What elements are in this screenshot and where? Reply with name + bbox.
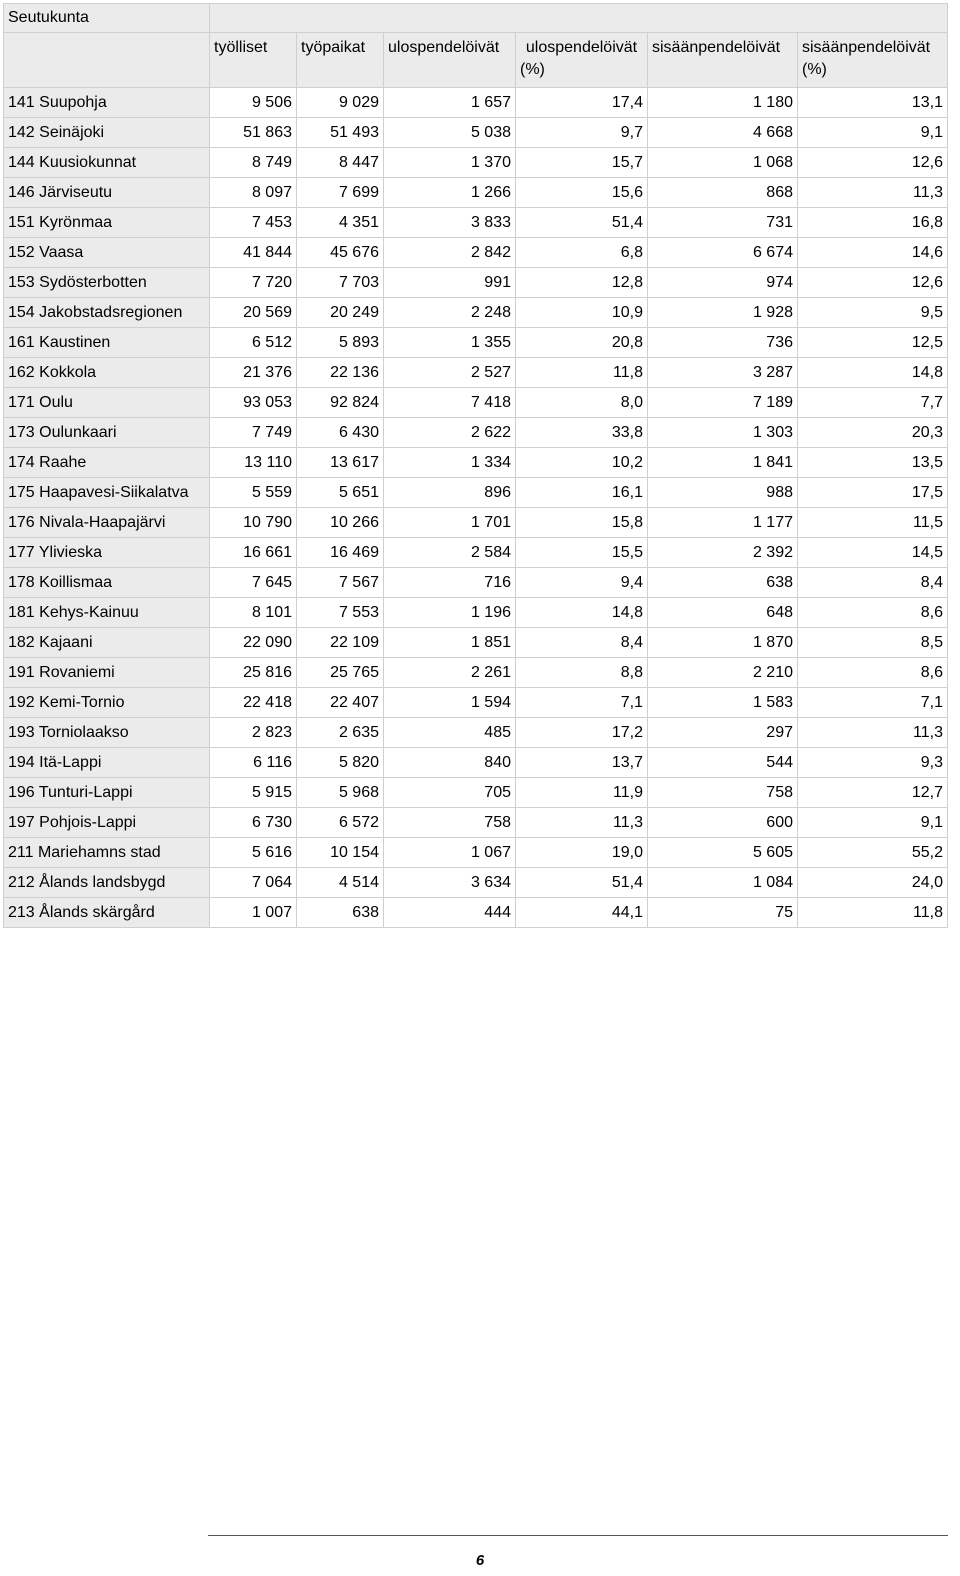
table-row bbox=[4, 448, 948, 478]
table-cell: 1 594 bbox=[384, 688, 516, 718]
region-name: 153 Sydösterbotten bbox=[4, 268, 210, 298]
table-cell: 600 bbox=[648, 808, 798, 838]
table-cell: 3 287 bbox=[648, 358, 798, 388]
table-cell: 12,8 bbox=[516, 268, 648, 298]
table-cell: 9,3 bbox=[798, 748, 948, 778]
table-cell: 5 915 bbox=[210, 778, 297, 808]
table-cell: 1 266 bbox=[384, 178, 516, 208]
region-name: 181 Kehys-Kainuu bbox=[4, 598, 210, 628]
table-cell: 974 bbox=[648, 268, 798, 298]
table-cell: 8,8 bbox=[516, 658, 648, 688]
region-name: 142 Seinäjoki bbox=[4, 118, 210, 148]
table-cell: 1 657 bbox=[384, 88, 516, 118]
table-cell: 20,8 bbox=[516, 328, 648, 358]
table-cell: 6 116 bbox=[210, 748, 297, 778]
region-name: 175 Haapavesi-Siikalatva bbox=[4, 478, 210, 508]
table-cell: 1 196 bbox=[384, 598, 516, 628]
table-cell: 716 bbox=[384, 568, 516, 598]
table-cell: 1 370 bbox=[384, 148, 516, 178]
col-header-out-commuters: ulospendelöivät bbox=[384, 33, 516, 88]
region-name: 182 Kajaani bbox=[4, 628, 210, 658]
table-cell: 7 703 bbox=[297, 268, 384, 298]
table-cell: 7,7 bbox=[798, 388, 948, 418]
table-cell: 10 790 bbox=[210, 508, 297, 538]
table-cell: 2 842 bbox=[384, 238, 516, 268]
table-cell: 21 376 bbox=[210, 358, 297, 388]
table-cell: 14,5 bbox=[798, 538, 948, 568]
table-cell: 8 101 bbox=[210, 598, 297, 628]
table-cell: 10,9 bbox=[516, 298, 648, 328]
region-name: 146 Järviseutu bbox=[4, 178, 210, 208]
table-row bbox=[4, 118, 948, 148]
table-row bbox=[4, 898, 948, 928]
table-cell: 13 617 bbox=[297, 448, 384, 478]
col-header-in-commuters: sisäänpendelöivät bbox=[648, 33, 798, 88]
table-cell: 9,7 bbox=[516, 118, 648, 148]
region-name: 196 Tunturi-Lappi bbox=[4, 778, 210, 808]
table-row bbox=[4, 298, 948, 328]
table-cell: 25 816 bbox=[210, 658, 297, 688]
table-cell: 44,1 bbox=[516, 898, 648, 928]
table-row bbox=[4, 478, 948, 508]
table-cell: 9,1 bbox=[798, 808, 948, 838]
table-cell: 14,8 bbox=[516, 598, 648, 628]
table-cell: 22 136 bbox=[297, 358, 384, 388]
table-cell: 5 616 bbox=[210, 838, 297, 868]
table-cell: 5 820 bbox=[297, 748, 384, 778]
table-cell: 3 634 bbox=[384, 868, 516, 898]
table-cell: 5 559 bbox=[210, 478, 297, 508]
table-cell: 991 bbox=[384, 268, 516, 298]
table-cell: 6 430 bbox=[297, 418, 384, 448]
table-cell: 22 407 bbox=[297, 688, 384, 718]
table-cell: 13 110 bbox=[210, 448, 297, 478]
region-name: 212 Ålands landsbygd bbox=[4, 868, 210, 898]
table-row bbox=[4, 628, 948, 658]
region-name: 174 Raahe bbox=[4, 448, 210, 478]
table-cell: 758 bbox=[648, 778, 798, 808]
table-cell: 16 661 bbox=[210, 538, 297, 568]
table-cell: 638 bbox=[297, 898, 384, 928]
table-cell: 15,6 bbox=[516, 178, 648, 208]
table-cell: 5 968 bbox=[297, 778, 384, 808]
table-cell: 10,2 bbox=[516, 448, 648, 478]
table-cell: 9 506 bbox=[210, 88, 297, 118]
table-row bbox=[4, 358, 948, 388]
table-cell: 1 851 bbox=[384, 628, 516, 658]
table-cell: 444 bbox=[384, 898, 516, 928]
table-cell: 758 bbox=[384, 808, 516, 838]
table-cell: 4 514 bbox=[297, 868, 384, 898]
col-header-out-commuters-pct: ulospendelöivät (%) bbox=[516, 33, 648, 88]
table-cell: 51 863 bbox=[210, 118, 297, 148]
table-cell: 16,1 bbox=[516, 478, 648, 508]
table-cell: 51,4 bbox=[516, 208, 648, 238]
table-row bbox=[4, 418, 948, 448]
table-title: Seutukunta bbox=[4, 4, 210, 33]
table-cell: 9 029 bbox=[297, 88, 384, 118]
col-header-employed: työlliset bbox=[210, 33, 297, 88]
table-cell: 16,8 bbox=[798, 208, 948, 238]
region-name: 197 Pohjois-Lappi bbox=[4, 808, 210, 838]
table-cell: 3 833 bbox=[384, 208, 516, 238]
table-cell: 6 730 bbox=[210, 808, 297, 838]
region-name: 211 Mariehamns stad bbox=[4, 838, 210, 868]
table-cell: 13,1 bbox=[798, 88, 948, 118]
table-cell: 11,8 bbox=[516, 358, 648, 388]
table-cell: 1 067 bbox=[384, 838, 516, 868]
table-row bbox=[4, 838, 948, 868]
table-cell: 7 189 bbox=[648, 388, 798, 418]
table-cell: 1 007 bbox=[210, 898, 297, 928]
table-cell: 22 090 bbox=[210, 628, 297, 658]
table-cell: 1 334 bbox=[384, 448, 516, 478]
region-name: 193 Torniolaakso bbox=[4, 718, 210, 748]
region-name: 194 Itä-Lappi bbox=[4, 748, 210, 778]
region-name: 162 Kokkola bbox=[4, 358, 210, 388]
region-name: 171 Oulu bbox=[4, 388, 210, 418]
table-cell: 7 645 bbox=[210, 568, 297, 598]
table-cell: 17,5 bbox=[798, 478, 948, 508]
table-cell: 1 870 bbox=[648, 628, 798, 658]
table-cell: 10 154 bbox=[297, 838, 384, 868]
table-row bbox=[4, 88, 948, 118]
table-cell: 8,0 bbox=[516, 388, 648, 418]
table-cell: 17,4 bbox=[516, 88, 648, 118]
table-cell: 12,6 bbox=[798, 148, 948, 178]
table-cell: 2 210 bbox=[648, 658, 798, 688]
table-cell: 8,6 bbox=[798, 598, 948, 628]
table-cell: 7 453 bbox=[210, 208, 297, 238]
table-cell: 20 569 bbox=[210, 298, 297, 328]
table-cell: 13,5 bbox=[798, 448, 948, 478]
table-cell: 15,8 bbox=[516, 508, 648, 538]
table-row bbox=[4, 508, 948, 538]
table-cell: 15,5 bbox=[516, 538, 648, 568]
table-cell: 896 bbox=[384, 478, 516, 508]
table-cell: 5 605 bbox=[648, 838, 798, 868]
table-row bbox=[4, 208, 948, 238]
table-row bbox=[4, 388, 948, 418]
title-row-fill bbox=[210, 4, 948, 33]
table-cell: 11,3 bbox=[798, 718, 948, 748]
table-row bbox=[4, 148, 948, 178]
table-cell: 7 749 bbox=[210, 418, 297, 448]
region-name: 154 Jakobstadsregionen bbox=[4, 298, 210, 328]
table-row bbox=[4, 748, 948, 778]
table-row bbox=[4, 688, 948, 718]
table-cell: 8,5 bbox=[798, 628, 948, 658]
region-name: 213 Ålands skärgård bbox=[4, 898, 210, 928]
table-cell: 1 841 bbox=[648, 448, 798, 478]
table-cell: 1 177 bbox=[648, 508, 798, 538]
header-name-cell bbox=[4, 33, 210, 88]
table-cell: 14,6 bbox=[798, 238, 948, 268]
table-cell: 4 668 bbox=[648, 118, 798, 148]
footer-divider bbox=[208, 1535, 948, 1536]
table-cell: 12,6 bbox=[798, 268, 948, 298]
table-cell: 93 053 bbox=[210, 388, 297, 418]
table-cell: 2 261 bbox=[384, 658, 516, 688]
region-name: 161 Kaustinen bbox=[4, 328, 210, 358]
table-row bbox=[4, 868, 948, 898]
table-cell: 1 180 bbox=[648, 88, 798, 118]
table-cell: 13,7 bbox=[516, 748, 648, 778]
table-cell: 1 303 bbox=[648, 418, 798, 448]
table-cell: 8,6 bbox=[798, 658, 948, 688]
table-row bbox=[4, 178, 948, 208]
table-cell: 8,4 bbox=[516, 628, 648, 658]
table-cell: 2 823 bbox=[210, 718, 297, 748]
region-name: 192 Kemi-Tornio bbox=[4, 688, 210, 718]
table-cell: 297 bbox=[648, 718, 798, 748]
table-cell: 7 064 bbox=[210, 868, 297, 898]
table-cell: 648 bbox=[648, 598, 798, 628]
table-cell: 5 038 bbox=[384, 118, 516, 148]
table-cell: 12,7 bbox=[798, 778, 948, 808]
table-row bbox=[4, 568, 948, 598]
table-cell: 2 248 bbox=[384, 298, 516, 328]
region-name: 152 Vaasa bbox=[4, 238, 210, 268]
table-cell: 33,8 bbox=[516, 418, 648, 448]
table-row bbox=[4, 658, 948, 688]
table-cell: 8 447 bbox=[297, 148, 384, 178]
header-row bbox=[4, 33, 948, 88]
table-cell: 51 493 bbox=[297, 118, 384, 148]
table-cell: 1 701 bbox=[384, 508, 516, 538]
table-cell: 638 bbox=[648, 568, 798, 598]
table-cell: 5 651 bbox=[297, 478, 384, 508]
table-cell: 2 527 bbox=[384, 358, 516, 388]
region-name: 151 Kyrönmaa bbox=[4, 208, 210, 238]
table-cell: 20,3 bbox=[798, 418, 948, 448]
table-cell: 1 355 bbox=[384, 328, 516, 358]
table-cell: 7 418 bbox=[384, 388, 516, 418]
table-cell: 11,3 bbox=[516, 808, 648, 838]
commuting-table bbox=[3, 3, 948, 928]
table-row bbox=[4, 598, 948, 628]
table-cell: 22 418 bbox=[210, 688, 297, 718]
table-cell: 15,7 bbox=[516, 148, 648, 178]
page-number: 6 bbox=[475, 1552, 485, 1569]
table-cell: 731 bbox=[648, 208, 798, 238]
table-cell: 7 553 bbox=[297, 598, 384, 628]
table-cell: 2 392 bbox=[648, 538, 798, 568]
region-name: 144 Kuusiokunnat bbox=[4, 148, 210, 178]
region-name: 191 Rovaniemi bbox=[4, 658, 210, 688]
table-cell: 22 109 bbox=[297, 628, 384, 658]
table-cell: 6 512 bbox=[210, 328, 297, 358]
table-cell: 2 622 bbox=[384, 418, 516, 448]
table-cell: 75 bbox=[648, 898, 798, 928]
table-cell: 988 bbox=[648, 478, 798, 508]
region-name: 173 Oulunkaari bbox=[4, 418, 210, 448]
table-cell: 7 567 bbox=[297, 568, 384, 598]
table-cell: 51,4 bbox=[516, 868, 648, 898]
table-cell: 5 893 bbox=[297, 328, 384, 358]
table-cell: 11,8 bbox=[798, 898, 948, 928]
region-name: 141 Suupohja bbox=[4, 88, 210, 118]
table-cell: 7,1 bbox=[516, 688, 648, 718]
table-cell: 55,2 bbox=[798, 838, 948, 868]
table-cell: 25 765 bbox=[297, 658, 384, 688]
table-cell: 840 bbox=[384, 748, 516, 778]
table-cell: 736 bbox=[648, 328, 798, 358]
table-cell: 7 720 bbox=[210, 268, 297, 298]
table-cell: 8,4 bbox=[798, 568, 948, 598]
table-cell: 6 674 bbox=[648, 238, 798, 268]
table-cell: 4 351 bbox=[297, 208, 384, 238]
table-cell: 7 699 bbox=[297, 178, 384, 208]
table-cell: 45 676 bbox=[297, 238, 384, 268]
table-cell: 12,5 bbox=[798, 328, 948, 358]
table-cell: 6,8 bbox=[516, 238, 648, 268]
table-row bbox=[4, 328, 948, 358]
table-cell: 544 bbox=[648, 748, 798, 778]
table-cell: 19,0 bbox=[516, 838, 648, 868]
table-row bbox=[4, 238, 948, 268]
table-cell: 1 928 bbox=[648, 298, 798, 328]
table-row bbox=[4, 538, 948, 568]
table-cell: 16 469 bbox=[297, 538, 384, 568]
table-cell: 11,5 bbox=[798, 508, 948, 538]
table-cell: 8 749 bbox=[210, 148, 297, 178]
table-cell: 868 bbox=[648, 178, 798, 208]
region-name: 178 Koillismaa bbox=[4, 568, 210, 598]
table-cell: 11,9 bbox=[516, 778, 648, 808]
table-cell: 485 bbox=[384, 718, 516, 748]
table-cell: 11,3 bbox=[798, 178, 948, 208]
table-cell: 6 572 bbox=[297, 808, 384, 838]
table-cell: 9,4 bbox=[516, 568, 648, 598]
table-row bbox=[4, 778, 948, 808]
table-cell: 2 584 bbox=[384, 538, 516, 568]
table-cell: 9,1 bbox=[798, 118, 948, 148]
table-cell: 705 bbox=[384, 778, 516, 808]
region-name: 176 Nivala-Haapajärvi bbox=[4, 508, 210, 538]
table-cell: 1 583 bbox=[648, 688, 798, 718]
title-row bbox=[4, 4, 948, 33]
table-cell: 20 249 bbox=[297, 298, 384, 328]
table-row bbox=[4, 718, 948, 748]
table-cell: 17,2 bbox=[516, 718, 648, 748]
table-cell: 8 097 bbox=[210, 178, 297, 208]
col-header-in-commuters-pct: sisäänpendelöivät (%) bbox=[798, 33, 948, 88]
region-name: 177 Ylivieska bbox=[4, 538, 210, 568]
table-cell: 7,1 bbox=[798, 688, 948, 718]
table-row bbox=[4, 268, 948, 298]
table-cell: 1 068 bbox=[648, 148, 798, 178]
table-cell: 9,5 bbox=[798, 298, 948, 328]
table-cell: 14,8 bbox=[798, 358, 948, 388]
table-cell: 41 844 bbox=[210, 238, 297, 268]
table-cell: 92 824 bbox=[297, 388, 384, 418]
table-cell: 10 266 bbox=[297, 508, 384, 538]
table-cell: 1 084 bbox=[648, 868, 798, 898]
table-cell: 24,0 bbox=[798, 868, 948, 898]
col-header-jobs: työpaikat bbox=[297, 33, 384, 88]
table-row bbox=[4, 808, 948, 838]
table-cell: 2 635 bbox=[297, 718, 384, 748]
